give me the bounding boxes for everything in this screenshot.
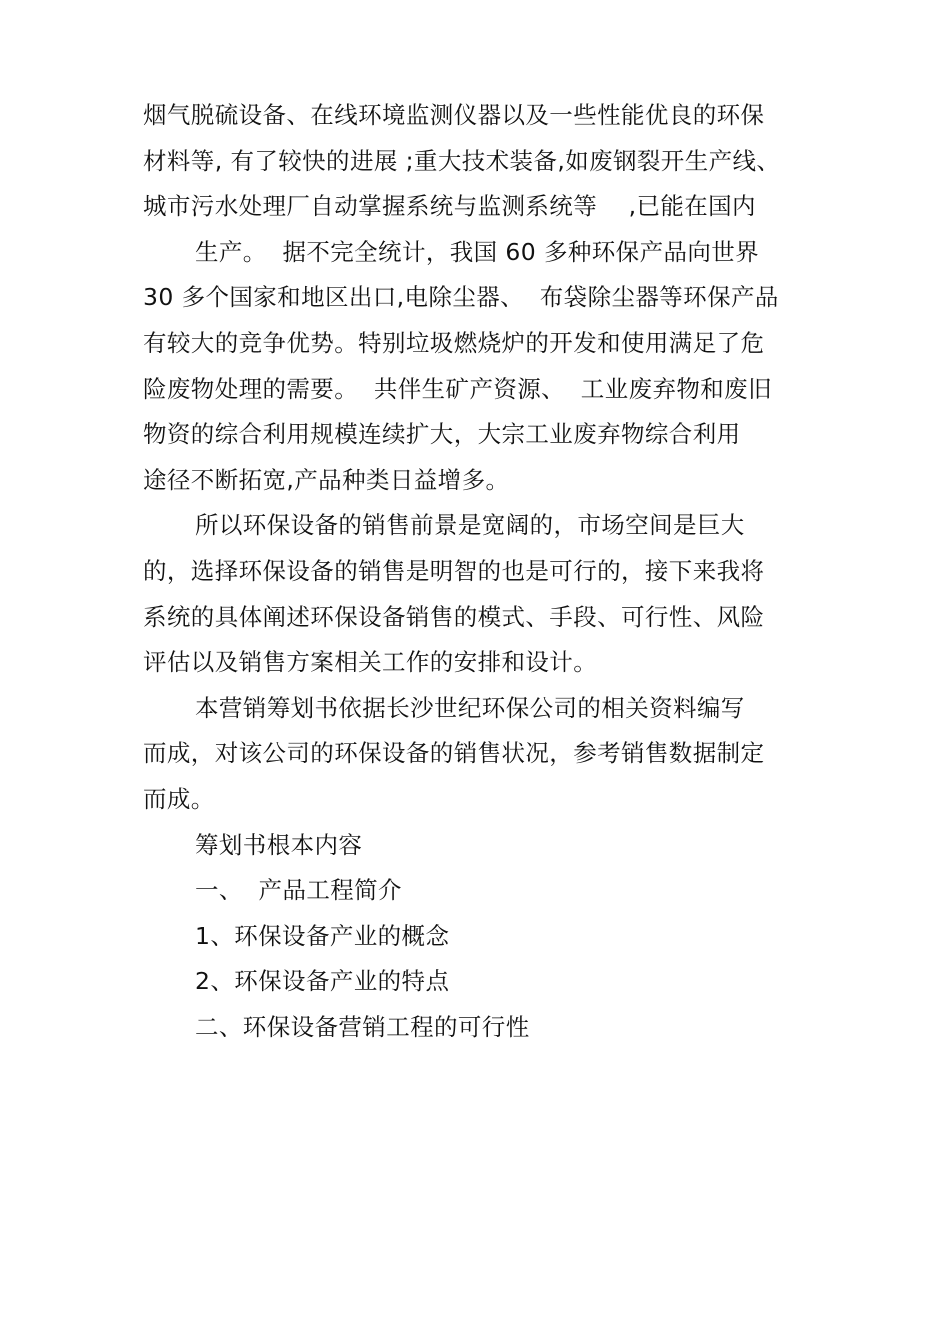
paragraph-start-line: 本营销筹划书依据长沙世纪环保公司的相关资料编写 [195,693,745,722]
text-line: 烟气脱硫设备、在线环境监测仪器以及一些性能优良的环保 [143,101,765,129]
outline-item: 二、环保设备营销工程的可行性 [195,1012,530,1041]
outline-item: 2、环保设备产业的特点 [195,967,450,996]
section-heading: 筹划书根本内容 [195,830,363,859]
text-line: 材料等, 有了较快的进展 ;重大技术装备,如废钢裂开生产线、 [143,146,781,175]
text-line: 30 多个国家和地区出口,电除尘器、 布袋除尘器等环保产品 [143,283,779,312]
text-line: 系统的具体阐述环保设备销售的模式、手段、可行性、风险 [143,602,765,631]
outline-item: 一、 产品工程简介 [195,876,402,905]
text-line: 险废物处理的需要。 共伴生矿产资源、 工业废弃物和废旧 [143,374,772,403]
document-page [143,93,803,1050]
text-line: 而成。 [143,784,215,813]
outline-item: 1、环保设备产业的概念 [195,921,450,950]
text-line: 而成，对该公司的环保设备的销售状况，参考销售数据制定 [143,739,765,768]
text-line: 途径不断拓宽,产品种类日益增多。 [143,465,510,494]
text-line: 的，选择环保设备的销售是明智的也是可行的，接下来我将 [143,556,765,585]
paragraph-start-line: 所以环保设备的销售前景是宽阔的，市场空间是巨大 [195,511,745,540]
text-line: 物资的综合利用规模连续扩大，大宗工业废弃物综合利用 [143,420,741,449]
text-line: 评估以及销售方案相关工作的安排和设计。 [143,648,598,677]
paragraph-start-line: 生产。 据不完全统计，我国 60 多种环保产品向世界 [195,237,760,266]
text-line: 有较大的竞争优势。特别垃圾燃烧炉的开发和使用满足了危 [143,328,765,357]
text-line: 城市污水处理厂自动掌握系统与监测系统等 ,已能在国内 [143,192,756,221]
